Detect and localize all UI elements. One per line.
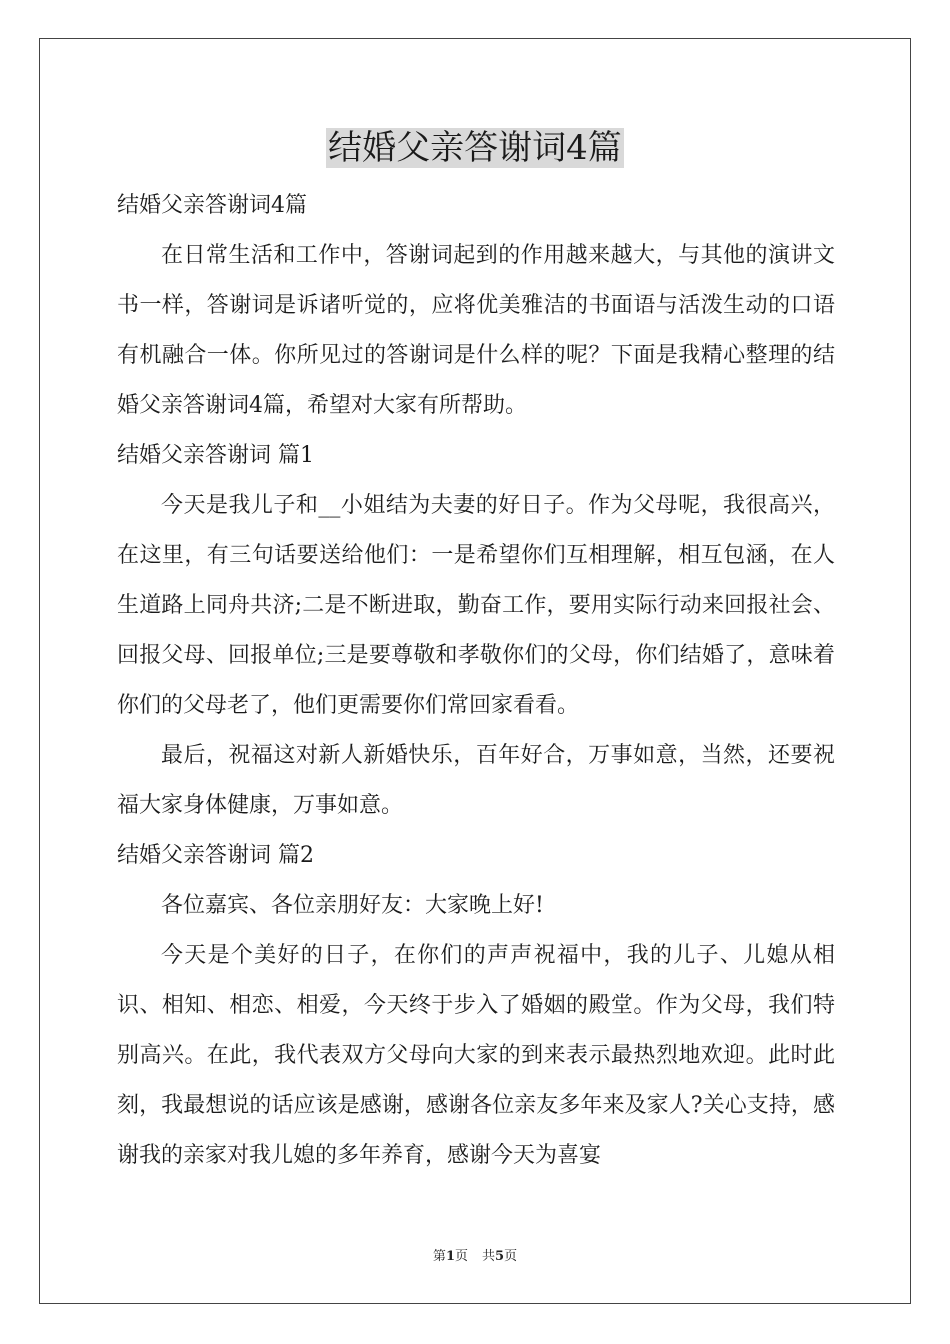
document-body (117, 181, 835, 1181)
document-title-text: 结婚父亲答谢词4篇 (328, 128, 622, 168)
total-prefix: 共 (482, 1249, 496, 1264)
page-footer (0, 1248, 950, 1266)
intro-paragraph: 在日常生活和工作中，答谢词起到的作用越来越大，与其他的演讲文书一样，答谢词是诉诸听觉的，应将优美雅洁的书面语与活泼生动的口语有机融合一体。你所见过的答谢词是什么样的呢？下面是我精心整理的结婚父亲答谢词4篇，希望对大家有所帮助。 (117, 243, 835, 418)
section-2-paragraph-1: 今天是个美好的日子，在你们的声声祝福中，我的儿子、儿媳从相识、相知、相恋、相爱，今天终于步入了婚姻的殿堂。作为父母，我们特别高兴。在此，我代表双方父母向大家的到来表示最热烈地欢迎。此时此刻，我最想说的话应该是感谢，感谢各位亲友多年来及家人?关心支持，感谢我的亲家对我儿媳的多年养育，感谢今天为喜宴 (117, 943, 835, 1168)
section-heading-1: 结婚父亲答谢词 篇1 (117, 443, 314, 468)
total-suffix: 页 (504, 1249, 518, 1264)
page-number: 1 (445, 1249, 455, 1264)
section-heading-2: 结婚父亲答谢词 篇2 (117, 843, 314, 868)
intro-heading: 结婚父亲答谢词4篇 (117, 193, 307, 218)
section-1-paragraph-1: 今天是我儿子和__小姐结为夫妻的好日子。作为父母呢，我很高兴，在这里，有三句话要送给他们：一是希望你们互相理解，相互包涵，在人生道路上同舟共济;二是不断进取，勤奋工作，要用实际行动来回报社会、回报父母、回报单位;三是要尊敬和孝敬你们的父母，你们结婚了，意味着你们的父母老了，他们更需要你们常回家看看。 (117, 493, 835, 718)
section-1-paragraph-2: 最后，祝福这对新人新婚快乐，百年好合，万事如意，当然，还要祝福大家身体健康，万事如意。 (117, 743, 835, 818)
section-2-greeting: 各位嘉宾、各位亲朋好友：大家晚上好! (161, 893, 544, 918)
total-pages: 5 (495, 1249, 505, 1264)
page-suffix: 页 (454, 1249, 468, 1264)
document-title (0, 124, 950, 172)
page-prefix: 第 (432, 1249, 446, 1264)
